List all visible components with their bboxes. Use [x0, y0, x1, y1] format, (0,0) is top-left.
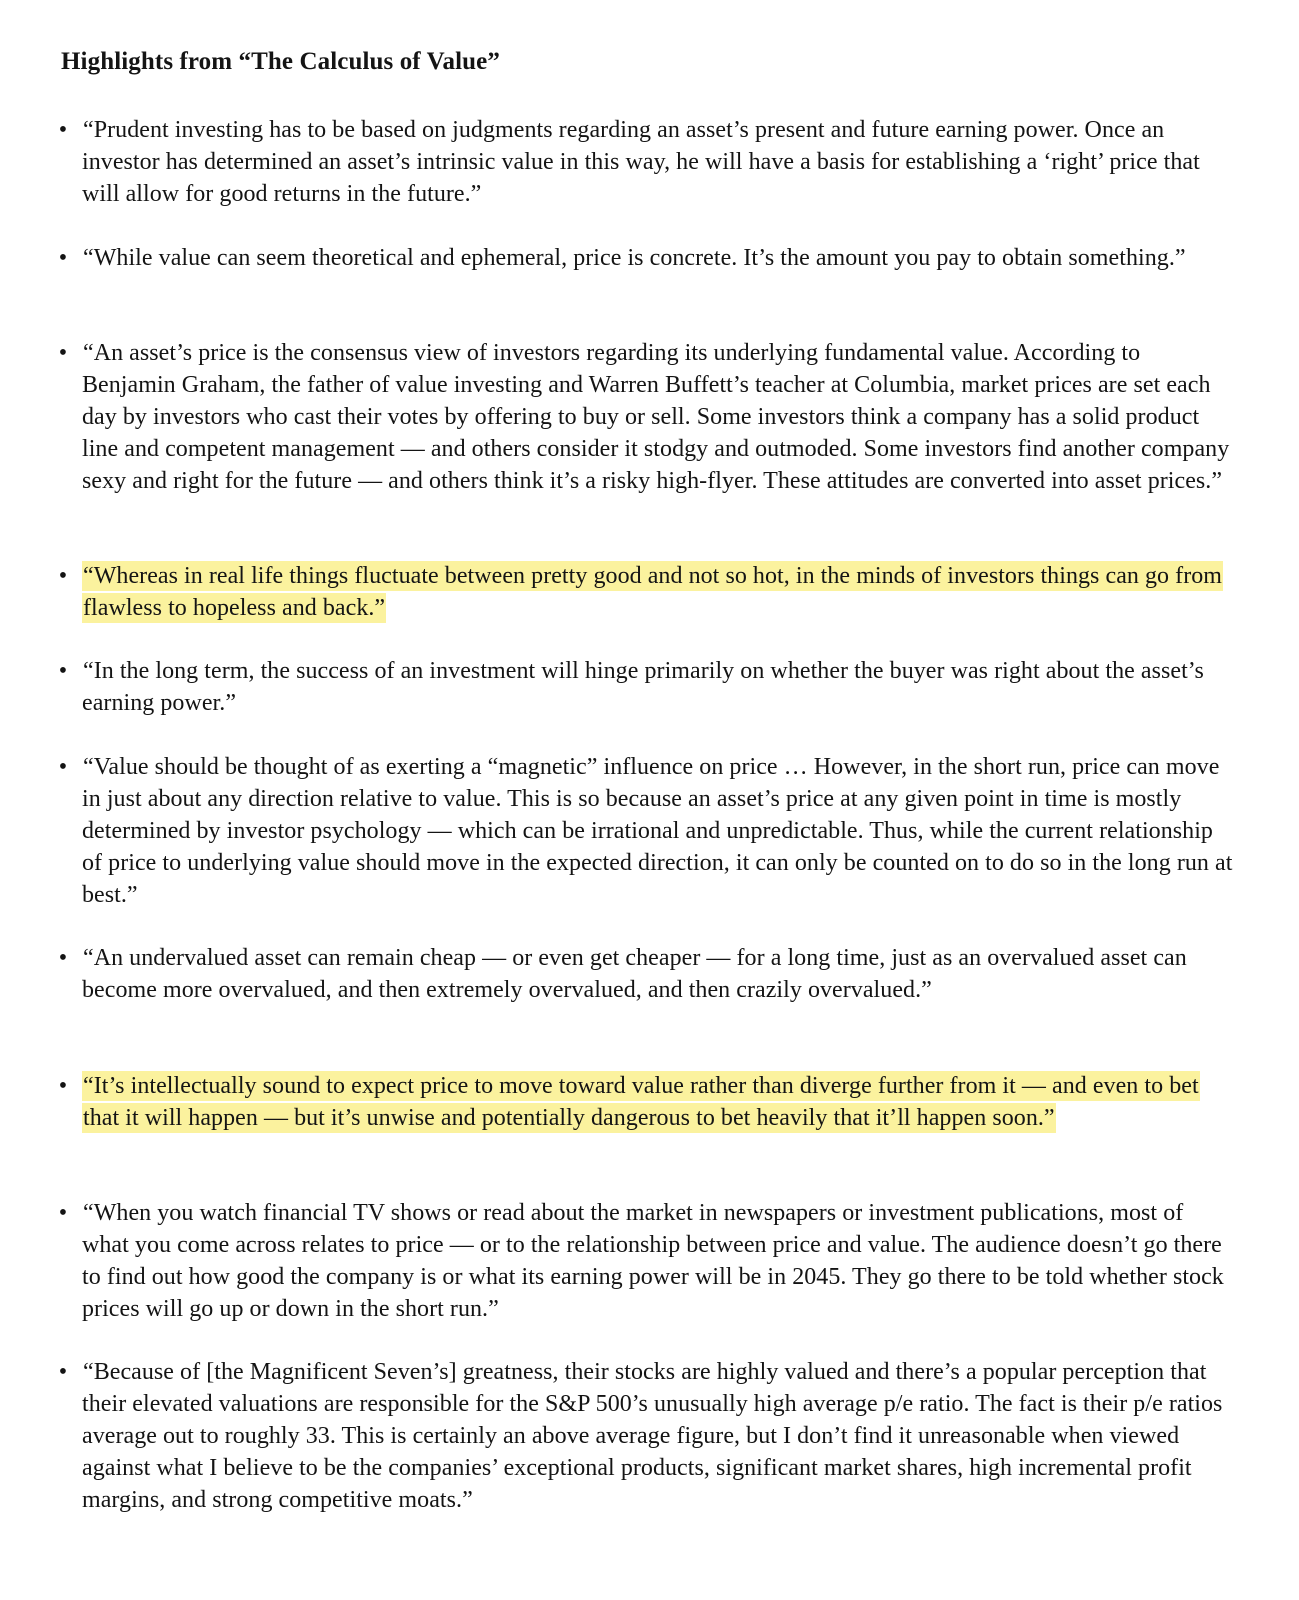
quote-text-10: “Because of [the Magnificent Seven’s] greatness, their stocks are highly valued and there’s a popular perception that their elevated valuations are responsible for the S&P 500’s unusually high average p/e ratio. The fact is their p/e ratios average out to roughly 33. This is certainly an above average figure, but I don’t find it unreasonable when viewed against what I believe to be the companies’ exceptional products, significant market shares, high incremental profit margins, and strong competitive moats.” — [82, 1359, 1223, 1513]
bullet-icon: • — [58, 658, 68, 684]
quote-text-6: “Value should be thought of as exerting a “magnetic” influence on price … However, in the short run, price can move in just about any direction relative to value. This is so because an asset’s price at any given point in time is mostly determined by investor psychology — which can be irrational and unpredictable. Thus, while the current relationship of price to underlying value should move in the expected direction, it can only be counted on to do so in the long run at best.” — [82, 754, 1233, 908]
quote-item-6 — [56, 751, 1236, 911]
quote-text-8-highlighted: “It’s intellectually sound to expect price to move toward value rather than diverge further from it — and even to bet that it will happen — but it’s unwise and potentially dangerous to bet heavily that it’ll happen soon.” — [83, 1073, 1199, 1131]
quote-item-9 — [56, 1197, 1236, 1325]
quote-text-1: “Prudent investing has to be based on judgments regarding an asset’s present and future earning power. Once an investor has determined an asset’s intrinsic value in this way, he will have a basis for establishing a ‘right’ price that will allow for good returns in the future.” — [82, 117, 1200, 207]
quote-item-10 — [56, 1356, 1236, 1516]
bullet-icon: • — [58, 945, 68, 971]
quote-item-8 — [56, 1070, 1236, 1134]
bullet-icon: • — [58, 1073, 68, 1099]
quote-text-2: “While value can seem theoretical and ephemeral, price is concrete. It’s the amount you pay to obtain something.” — [83, 245, 1186, 271]
quote-text-4-highlighted: “Whereas in real life things fluctuate between pretty good and not so hot, in the minds of investors things can go from flawless to hopeless and back.” — [83, 563, 1222, 621]
bullet-icon: • — [58, 1200, 68, 1226]
quote-item-4 — [56, 560, 1236, 624]
quote-item-3 — [56, 337, 1236, 497]
bullet-icon: • — [58, 340, 68, 366]
bullet-icon: • — [58, 1359, 68, 1385]
quote-text-5: “In the long term, the success of an investment will hinge primarily on whether the buyer was right about the asset’s earning power.” — [82, 658, 1204, 716]
quote-item-5 — [56, 655, 1236, 719]
quote-item-7 — [56, 942, 1236, 1006]
bullet-icon: • — [58, 563, 68, 589]
bullet-icon: • — [58, 754, 68, 780]
bullet-icon: • — [58, 117, 68, 143]
quote-text-3: “An asset’s price is the consensus view of investors regarding its underlying fundamental value. According to Benjamin Graham, the father of value investing and Warren Buffett’s teacher at Columbia, market prices are set each day by investors who cast their votes by offering to buy or sell. Some investors think a company has a solid product line and competent management — and others consider it stodgy and outmoded. Some investors find another company sexy and right for the future — and others think it’s a risky high-flyer. These attitudes are converted into asset prices.” — [82, 340, 1230, 494]
quote-text-7: “An undervalued asset can remain cheap — or even get cheaper — for a long time, just as an overvalued asset can become more overvalued, and then extremely overvalued, and then crazily overvalued.” — [82, 945, 1187, 1003]
quote-item-1 — [56, 114, 1236, 210]
bullet-icon: • — [58, 245, 68, 271]
quote-item-2 — [56, 242, 1236, 274]
document-title: Highlights from “The Calculus of Value” — [61, 48, 500, 75]
quote-text-9: “When you watch financial TV shows or read about the market in newspapers or investment publications, most of what you come across relates to price — or to the relationship between price and value. The audience doesn’t go there to find out how good the company is or what its earning power will be in 2045. They go there to be told whether stock prices will go up or down in the short run.” — [82, 1200, 1224, 1322]
